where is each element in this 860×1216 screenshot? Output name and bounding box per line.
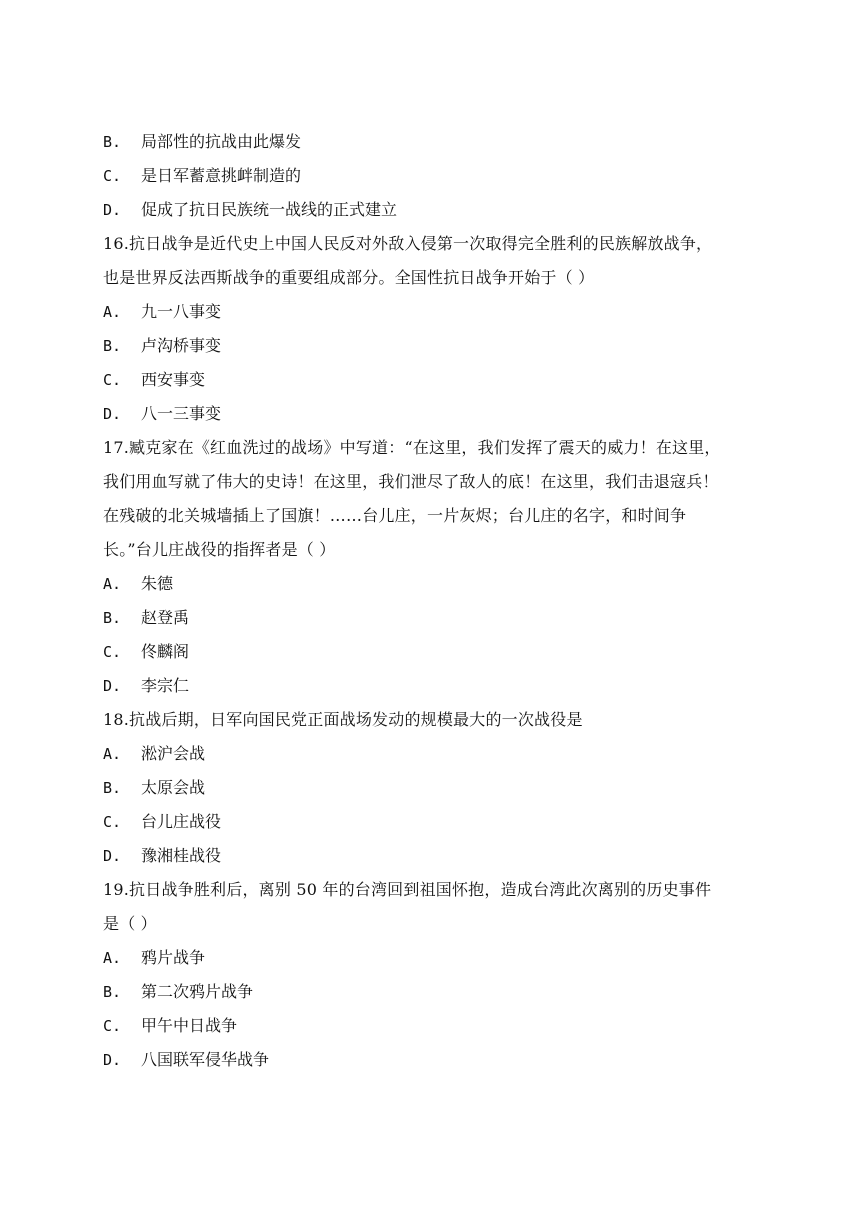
option-text: 佟麟阁 xyxy=(141,642,190,661)
option-a xyxy=(103,941,783,975)
option-text: 台儿庄战役 xyxy=(141,812,222,831)
option-letter: C. xyxy=(103,813,122,831)
option-a xyxy=(103,737,783,771)
option-text: 朱德 xyxy=(141,574,174,593)
option-letter: B. xyxy=(103,337,122,355)
question-stem-line: 在残破的北关城墙插上了国旗！……台儿庄，一片灰烬；台儿庄的名字，和时间争 xyxy=(103,506,687,525)
option-b xyxy=(103,125,783,159)
option-d xyxy=(103,1043,783,1077)
option-letter: B. xyxy=(103,609,122,627)
option-a xyxy=(103,567,783,601)
option-text: 赵登禹 xyxy=(141,608,190,627)
question-stem-line: 我们用血写就了伟大的史诗！在这里，我们泄尽了敌人的底！在这里，我们击退寇兵！ xyxy=(103,472,719,491)
option-text: 卢沟桥事变 xyxy=(141,336,222,355)
option-letter: D. xyxy=(103,201,122,219)
option-text: 局部性的抗战由此爆发 xyxy=(141,132,302,151)
option-text: 甲午中日战争 xyxy=(141,1016,238,1035)
option-d xyxy=(103,193,783,227)
option-letter: A. xyxy=(103,575,122,593)
option-letter: A. xyxy=(103,745,122,763)
option-text: 豫湘桂战役 xyxy=(141,846,222,865)
option-b xyxy=(103,329,783,363)
option-letter: C. xyxy=(103,371,122,389)
option-text: 是日军蓄意挑衅制造的 xyxy=(141,166,302,185)
option-text: 八一三事变 xyxy=(141,404,222,423)
question-stem-line: 17.臧克家在《红血洗过的战场》中写道：“在这里，我们发挥了震天的威力！在这里， xyxy=(103,438,721,457)
question-16 xyxy=(103,227,783,431)
question-stem-line: 长。”台儿庄战役的指挥者是（ ） xyxy=(103,540,336,559)
option-letter: B. xyxy=(103,779,122,797)
option-d xyxy=(103,839,783,873)
option-text: 八国联军侵华战争 xyxy=(141,1050,270,1069)
option-b xyxy=(103,601,783,635)
option-text: 西安事变 xyxy=(141,370,206,389)
question-stem-line: 是（ ） xyxy=(103,914,157,933)
option-c xyxy=(103,159,783,193)
option-text: 促成了抗日民族统一战线的正式建立 xyxy=(141,200,398,219)
option-letter: B. xyxy=(103,983,122,1001)
option-c xyxy=(103,363,783,397)
option-c xyxy=(103,635,783,669)
option-letter: A. xyxy=(103,303,122,321)
option-letter: B. xyxy=(103,133,122,151)
option-d xyxy=(103,397,783,431)
option-c xyxy=(103,1009,783,1043)
option-letter: C. xyxy=(103,167,122,185)
question-17 xyxy=(103,431,783,703)
question-stem-line: 16.抗日战争是近代史上中国人民反对外敌入侵第一次取得完全胜利的民族解放战争， xyxy=(103,234,713,253)
question-stem-line: 19.抗日战争胜利后，离别 50 年的台湾回到祖国怀抱，造成台湾此次离别的历史事件 xyxy=(103,880,712,899)
option-text: 太原会战 xyxy=(141,778,206,797)
option-b xyxy=(103,771,783,805)
option-d xyxy=(103,669,783,703)
option-letter: D. xyxy=(103,405,122,423)
option-b xyxy=(103,975,783,1009)
option-letter: D. xyxy=(103,847,122,865)
option-letter: D. xyxy=(103,1051,122,1069)
question-19 xyxy=(103,873,783,1077)
option-c xyxy=(103,805,783,839)
question-18 xyxy=(103,703,783,873)
question-stem-line: 18.抗战后期，日军向国民党正面战场发动的规模最大的一次战役是 xyxy=(103,710,583,729)
option-text: 淞沪会战 xyxy=(141,744,206,763)
option-letter: C. xyxy=(103,1017,122,1035)
option-text: 第二次鸦片战争 xyxy=(141,982,254,1001)
option-letter: A. xyxy=(103,949,122,967)
option-a xyxy=(103,295,783,329)
option-text: 鸦片战争 xyxy=(141,948,206,967)
option-text: 九一八事变 xyxy=(141,302,222,321)
option-letter: C. xyxy=(103,643,122,661)
option-text: 李宗仁 xyxy=(141,676,190,695)
question-list xyxy=(103,125,783,1077)
question-stem-line: 也是世界反法西斯战争的重要组成部分。全国性抗日战争开始于（ ） xyxy=(103,268,595,287)
option-letter: D. xyxy=(103,677,122,695)
